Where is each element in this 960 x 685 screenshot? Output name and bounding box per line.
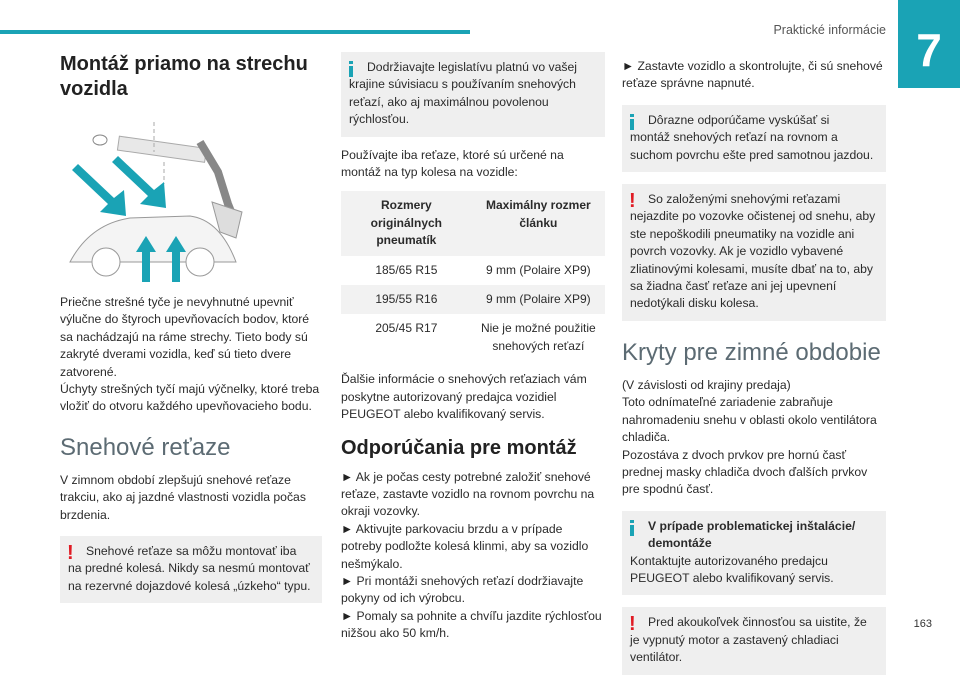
table-cell: 9 mm (Polaire XP9) <box>472 256 605 285</box>
table-cell: 9 mm (Polaire XP9) <box>472 285 605 314</box>
table-cell: Nie je možné použitie snehových reťazí <box>472 314 605 361</box>
table-row <box>341 314 605 361</box>
info-text: Kontaktujte autorizovaného predajcu PEUGEOT alebo kvalifikovaný servis. <box>630 553 834 585</box>
chapter-number-tab: 7 <box>898 0 960 88</box>
table-cell: 185/65 R15 <box>341 256 472 285</box>
table-row <box>341 256 605 285</box>
warning-first-line: Pred akoukoľvek činnosťou sa uistite, že <box>648 615 867 630</box>
arrow-bullet-icon: ► <box>622 59 635 73</box>
warning-text: nejazdite po vozovke očistenej od snehu, aby ste nepoškodili pneumatiky na vozidle ani povrch vozovky. Ak je vozidlo vybavené zliatinovými kolesami, musíte dbať na to, aby sa žiadna časť reťaze ani jej upevnení nedotýkali disku kolesa. <box>630 209 876 311</box>
info-first-line: Dodržiavajte legislatívu platnú vo vašej <box>367 60 578 74</box>
covers-para-3: Pozostáva z dvoch prvkov pre hornú časť prednej masky chladiča dvoch ďalších prvkov pre spodnú časť. <box>622 447 868 497</box>
recommendations-title: Odporúčania pre montáž <box>341 436 577 459</box>
list-item: ► Ak je počas cesty potrebné založiť snehové reťaze, zastavte vozidlo na rovnom povrchu na okraji vozovky. <box>341 469 595 519</box>
roof-para-1: Priečne strešné tyče je nevyhnutné upevniť výlučne do štyroch upevňovacích bodov, ktoré sa nachádzajú na ráme strechy. Tieto body sú zakryté dverami vozidla, keď sú tieto dvere zatvorené. <box>60 295 310 379</box>
list-item: ► Pomaly sa pohnite a chvíľu jazdite rýchlosťou nižšou ako 50 km/h. <box>341 608 602 641</box>
winter-covers-title: Kryty pre zimné obdobie <box>622 338 881 366</box>
roof-para-2: Úchyty strešných tyčí majú výčnelky, ktoré treba vložiť do otvoru každého upevňovacieho bodu. <box>60 382 320 414</box>
page-number: 163 <box>913 618 932 630</box>
chains-use-para: Používajte iba reťaze, ktoré sú určené na montáž na typ kolesa na vozidle: <box>341 147 564 180</box>
warning-first-line: Snehové reťaze sa môžu montovať iba <box>86 544 297 559</box>
info-box-practice <box>622 105 886 172</box>
covers-para-2: Toto odnímateľné zariadenie zabraňuje nahromadeniu snehu v oblasti okolo ventilátora chladiča. <box>622 395 877 445</box>
info-first-line: Dôrazne odporúčame vyskúšať si <box>648 112 830 127</box>
left-column <box>60 52 322 613</box>
warning-box-cleared-road <box>622 184 886 321</box>
table-cell: 195/55 R16 <box>341 285 472 314</box>
warning-box-engine-off <box>622 607 886 674</box>
chain-size-table <box>341 191 605 361</box>
top-accent-bar <box>0 30 470 34</box>
chains-para: V zimnom období zlepšujú snehové reťaze trakciu, ako aj jazdné vlastnosti vozidla počas brzdenia. <box>60 472 306 522</box>
info-box-legislation <box>341 52 605 137</box>
section-header: Praktické informácie <box>773 23 886 37</box>
right-column <box>622 58 886 685</box>
list-item: ► Pri montáži snehových reťazí dodržiavajte pokyny od ich výrobcu. <box>341 573 584 606</box>
table-row <box>341 285 605 314</box>
roof-mount-title: Montáž priamo na strechu vozidla <box>60 53 308 100</box>
info-icon <box>630 114 634 130</box>
warning-box-front-wheels <box>60 536 322 603</box>
arrow-bullet-icon: ► <box>341 608 354 623</box>
table-header: Rozmery originálnych pneumatík <box>341 191 472 255</box>
warning-icon: ! <box>629 190 636 213</box>
info-icon <box>630 520 634 536</box>
arrow-bullet-icon: ► <box>341 521 354 536</box>
table-header: Maximálny rozmer článku <box>472 191 605 255</box>
info-bold-first-line: V prípade problematickej inštalácie/ <box>648 518 856 533</box>
arrow-bullet-icon: ► <box>341 573 354 588</box>
middle-column <box>341 52 605 643</box>
info-bold-second-line: demontáže <box>648 536 712 551</box>
more-info-para: Ďalšie informácie o snehových reťaziach vám poskytne autorizovaný predajca vozidiel PEUGEOT alebo kvalifikovaný servis. <box>341 372 587 422</box>
info-box-installation <box>622 511 886 596</box>
list-item: ► Zastavte vozidlo a skontrolujte, či sú snehové reťaze správne napnuté. <box>622 59 883 91</box>
info-text: montáž snehových reťazí na rovnom a suchom povrchu ešte pred samotnou jazdou. <box>630 130 874 162</box>
warning-text: na predné kolesá. Nikdy sa nesmú montovať na rezervné dojazdové kolesá „úzkeho“ typu. <box>68 561 311 593</box>
table-cell: 205/45 R17 <box>341 314 472 361</box>
info-text: krajine súvisiacu s používaním snehových reťazí, ako aj maximálnou povolenou rýchlosťou. <box>349 77 576 127</box>
list-item: ► Aktivujte parkovaciu brzdu a v prípade potreby podložte kolesá klinmi, aby sa vozidlo nešmýkalo. <box>341 521 589 571</box>
covers-para-1: (V závislosti od krajiny predaja) <box>622 377 791 392</box>
warning-icon: ! <box>629 613 636 636</box>
chains-title: Snehové reťaze <box>60 433 231 461</box>
warning-text: je vypnutý motor a zastavený chladiaci ventilátor. <box>630 632 839 665</box>
arrow-bullet-icon: ► <box>341 469 354 484</box>
warning-first-line: So založenými snehovými reťazami <box>648 192 841 207</box>
warning-icon: ! <box>67 542 74 565</box>
roof-bar-illustration <box>60 112 246 284</box>
info-icon <box>349 61 353 77</box>
